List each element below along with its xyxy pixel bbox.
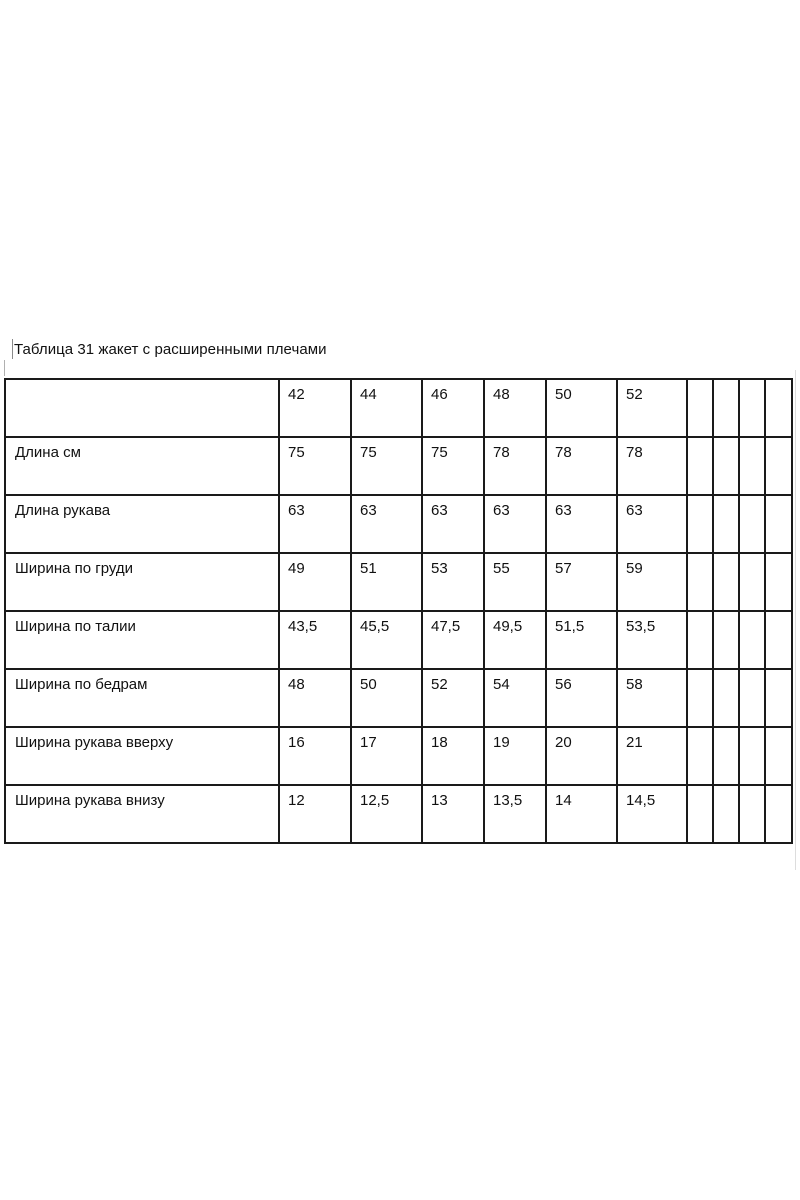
value-cell: 47,5 (422, 611, 484, 669)
empty-cell (739, 669, 765, 727)
value-cell: 49,5 (484, 611, 546, 669)
value-cell: 75 (351, 437, 422, 495)
value-cell: 53 (422, 553, 484, 611)
value-cell: 78 (484, 437, 546, 495)
empty-cell (687, 727, 713, 785)
value-cell: 13 (422, 785, 484, 843)
empty-cell (713, 611, 739, 669)
value-cell: 50 (351, 669, 422, 727)
value-cell: 55 (484, 553, 546, 611)
value-cell: 63 (422, 495, 484, 553)
empty-cell (739, 437, 765, 495)
value-cell: 12 (279, 785, 351, 843)
value-cell: 43,5 (279, 611, 351, 669)
empty-cell (713, 437, 739, 495)
value-cell: 12,5 (351, 785, 422, 843)
value-cell: 57 (546, 553, 617, 611)
header-size-cell: 42 (279, 379, 351, 437)
table-row (5, 495, 792, 553)
empty-cell (713, 727, 739, 785)
empty-cell (687, 785, 713, 843)
value-cell: 18 (422, 727, 484, 785)
header-empty-cell (765, 379, 792, 437)
size-table (4, 378, 793, 844)
value-cell: 21 (617, 727, 687, 785)
value-cell: 54 (484, 669, 546, 727)
value-cell: 14,5 (617, 785, 687, 843)
value-cell: 16 (279, 727, 351, 785)
value-cell: 63 (484, 495, 546, 553)
empty-cell (739, 495, 765, 553)
value-cell: 20 (546, 727, 617, 785)
table-row (5, 727, 792, 785)
page-edge-line (795, 370, 796, 870)
value-cell: 75 (279, 437, 351, 495)
empty-cell (713, 495, 739, 553)
value-cell: 63 (617, 495, 687, 553)
empty-cell (687, 437, 713, 495)
table-row (5, 669, 792, 727)
header-empty-cell (713, 379, 739, 437)
value-cell: 75 (422, 437, 484, 495)
row-label-cell: Длина см (5, 437, 279, 495)
header-empty-cell (739, 379, 765, 437)
empty-cell (765, 495, 792, 553)
value-cell: 56 (546, 669, 617, 727)
empty-cell (687, 611, 713, 669)
empty-cell (739, 553, 765, 611)
empty-cell (765, 669, 792, 727)
empty-cell (739, 727, 765, 785)
table-row (5, 611, 792, 669)
value-cell: 49 (279, 553, 351, 611)
empty-cell (765, 553, 792, 611)
empty-cell (713, 553, 739, 611)
empty-cell (713, 669, 739, 727)
value-cell: 53,5 (617, 611, 687, 669)
row-label-cell: Ширина по талии (5, 611, 279, 669)
empty-cell (765, 437, 792, 495)
value-cell: 78 (617, 437, 687, 495)
table-row (5, 553, 792, 611)
empty-cell (765, 727, 792, 785)
row-label-cell: Ширина рукава вверху (5, 727, 279, 785)
value-cell: 63 (351, 495, 422, 553)
table-title: Таблица 31 жакет с расширенными плечами (14, 341, 327, 358)
table-corner-mark (4, 360, 5, 376)
empty-cell (765, 611, 792, 669)
value-cell: 58 (617, 669, 687, 727)
empty-cell (687, 553, 713, 611)
value-cell: 13,5 (484, 785, 546, 843)
header-size-cell: 46 (422, 379, 484, 437)
text-cursor-mark (12, 339, 13, 359)
header-empty-cell (687, 379, 713, 437)
value-cell: 48 (279, 669, 351, 727)
empty-cell (687, 495, 713, 553)
header-size-cell: 48 (484, 379, 546, 437)
value-cell: 51,5 (546, 611, 617, 669)
value-cell: 63 (279, 495, 351, 553)
row-label-cell: Ширина рукава внизу (5, 785, 279, 843)
table-row (5, 437, 792, 495)
row-label-cell: Ширина по груди (5, 553, 279, 611)
value-cell: 19 (484, 727, 546, 785)
value-cell: 14 (546, 785, 617, 843)
value-cell: 59 (617, 553, 687, 611)
value-cell: 52 (422, 669, 484, 727)
empty-cell (739, 785, 765, 843)
row-label-cell: Длина рукава (5, 495, 279, 553)
header-size-cell: 52 (617, 379, 687, 437)
value-cell: 63 (546, 495, 617, 553)
table-row (5, 785, 792, 843)
empty-cell (687, 669, 713, 727)
header-size-cell: 44 (351, 379, 422, 437)
empty-cell (713, 785, 739, 843)
row-label-cell: Ширина по бедрам (5, 669, 279, 727)
header-label-cell (5, 379, 279, 437)
table-header-row (5, 379, 792, 437)
value-cell: 45,5 (351, 611, 422, 669)
empty-cell (739, 611, 765, 669)
empty-cell (765, 785, 792, 843)
value-cell: 78 (546, 437, 617, 495)
header-size-cell: 50 (546, 379, 617, 437)
value-cell: 17 (351, 727, 422, 785)
value-cell: 51 (351, 553, 422, 611)
